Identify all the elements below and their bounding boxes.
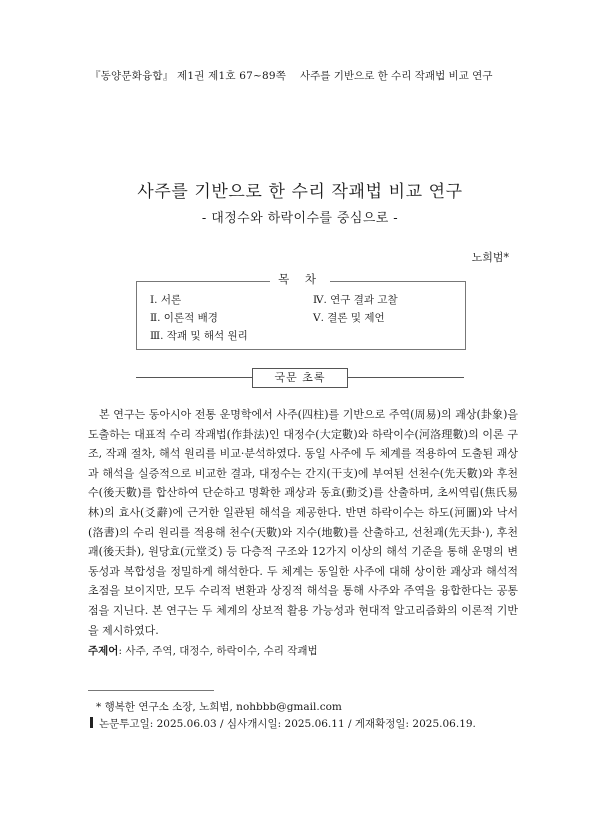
- keywords-line: [88, 643, 318, 658]
- footnote-affiliation: * 행복한 연구소 소장, 노희범, nohbbb@gmail.com: [96, 701, 342, 713]
- paper-title: 사주를 기반으로 한 수리 작괘법 비교 연구: [137, 182, 463, 202]
- paper-subtitle: - 대정수와 하락이수를 중심으로 -: [201, 211, 399, 226]
- bar-marker-icon: [90, 717, 93, 728]
- abstract-body: 본 연구는 동아시아 전통 운명학에서 사주(四柱)를 기반으로 주역(周易)의 괘상(卦象)을 도출하는 대표적 수리 작괘법(作卦法)인 대정수(大定數)와 하락이수(河洛理數)의 이론 구조, 작괘 절차, 해석 원리를 비교·분석하였다. 동일 사주에 두 체계를 적용하여 도출된 괘상과 해석을 실증적으로 비교한 결과, 대정수는 간지(干支)에 부여된 선천수(先天數)와 후천수(後天數)를 합산하여 단순하고 명확한 괘상과 동효(動爻)를 산출하며, 초씨역림(焦氏易林)의 효사(爻辭)에 근거한 일관된 해석을 제공한다. 반면 하락이수는 하도(河圖)와 낙서(洛書)의 수리 원리를 적용해 천수(天數)와 지수(地數)를 산출하고, 선천괘(先天卦·), 후천괘(後天卦), 원당효(元堂爻) 등 다층적 구조와 12가지 이상의 해석 기준을 통해 운명의 변동성과 복합성을 정밀하게 해석한다. 두 체계는 동일한 사주에 대해 상이한 괘상과 해석적 초점을 보이지만, 모두 수리적 변환과 상징적 해석을 통해 사주와 주역을 융합한다는 공통점을 지닌다. 본 연구는 두 체계의 상보적 활용 가능성과 현대적 알고리즘화의 이론적 기반을 제시하였다.: [88, 408, 518, 637]
- running-title: 사주를 기반으로 한 수리 작괘법 비교 연구: [300, 70, 493, 82]
- author-name: 노희범*: [471, 251, 509, 264]
- toc-heading: 목 차: [270, 271, 330, 287]
- toc-item: Ⅱ. 이론적 배경: [150, 312, 218, 324]
- footnote-rule: [88, 690, 214, 691]
- toc-item: Ⅰ. 서론: [150, 294, 182, 306]
- abstract-label: 국문 초록: [252, 368, 348, 388]
- footnote-dates-line: [90, 716, 476, 731]
- toc-item: Ⅲ. 작괘 및 해석 원리: [150, 330, 248, 342]
- toc-item: Ⅴ. 결론 및 제언: [313, 312, 385, 324]
- footnote-dates: 논문투고일: 2025.06.03 / 심사개시일: 2025.06.11 / 게재확정일: 2025.06.19.: [99, 718, 476, 730]
- keywords-label: 주제어: [88, 645, 119, 657]
- journal-citation: 『동양문화융합』 제1권 제1호 67~89쪽: [90, 70, 287, 82]
- toc-item: Ⅳ. 연구 결과 고찰: [313, 294, 398, 306]
- keywords-colon: :: [118, 645, 126, 657]
- keywords-values: 사주, 주역, 대정수, 하락이수, 수리 작괘법: [125, 645, 318, 657]
